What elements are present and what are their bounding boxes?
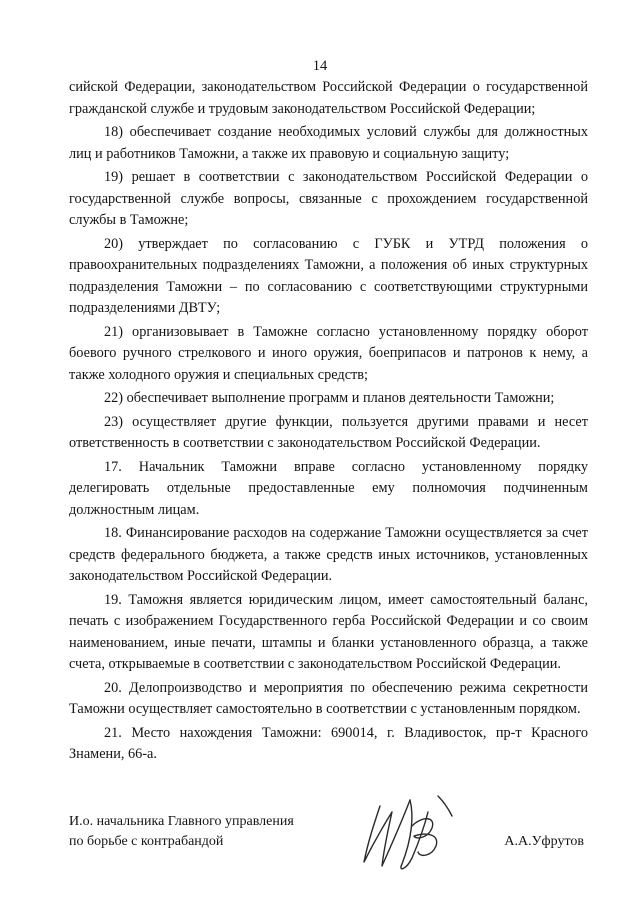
paragraph-item-22: 22) обеспечивает выполнение программ и планов деятельности Таможни; (104, 390, 555, 406)
signer-title-line-1: И.о. начальника Главного управления (69, 814, 294, 829)
paragraph-item-21: 21) организовывает в Таможне согласно установленному порядку оборот боевого ручного стрелкового и иного оружия, боеприпасов и патронов к нему, а также холодного оружия и специальных средств; (69, 323, 588, 383)
paragraph-section-19: 19. Таможня является юридическим лицом, имеет самостоятельный баланс, печать с изображением Государственного герба Российской Федерации и со своим наименованием, иные печати, штампы и бланки установленного образца, а также счета, открываемые в соответствии с законодательством Российской Федерации. (69, 591, 588, 672)
signature-block (69, 812, 588, 852)
paragraph-section-20: 20. Делопроизводство и мероприятия по обеспечению режима секретности Таможни осуществляет самостоятельно в соответствии с установленным порядком. (69, 679, 588, 717)
paragraph-continuation: сийской Федерации, законодательством Российской Федерации о государственной гражданской службе и трудовым законодательством Российской Федерации; (69, 79, 588, 117)
paragraph-item-18: 18) обеспечивает создание необходимых условий службы для должностных лиц и работников Таможни, а также их правовую и социальную защиту; (69, 124, 588, 162)
paragraph-item-23: 23) осуществляет другие функции, пользуется другими правами и несет ответственность в соответствии с законодательством Российской Федерации. (69, 413, 588, 451)
paragraph-section-21: 21. Место нахождения Таможни: 690014, г. Владивосток, пр-т Красного Знамени, 66-а. (69, 724, 588, 762)
signer-name: А.А.Уфрутов (504, 834, 584, 849)
page-number: 14 (312, 58, 328, 74)
signer-title-line-2: по борьбе с контрабандой (69, 834, 224, 849)
paragraph-item-20: 20) утверждает по согласованию с ГУБК и УТРД положения о правоохранительных подразделениях Таможни, а положения об иных структурных подразделения Таможни – по согласованию с соответствующими структурными подразделениями ДВТУ; (69, 235, 588, 316)
paragraph-section-18: 18. Финансирование расходов на содержание Таможни осуществляется за счет средств федерального бюджета, а также средств иных источников, установленных законодательством Российской Федерации. (69, 525, 588, 584)
document-body (69, 77, 588, 766)
paragraph-item-19: 19) решает в соответствии с законодательством Российской Федерации о государственной службе вопросы, связанные с прохождением государственной службы в Таможне; (69, 169, 588, 228)
paragraph-section-17: 17. Начальник Таможни вправе согласно установленному порядку делегировать отдельные предоставленные ему полномочия подчиненным должностным лицам. (69, 458, 588, 518)
